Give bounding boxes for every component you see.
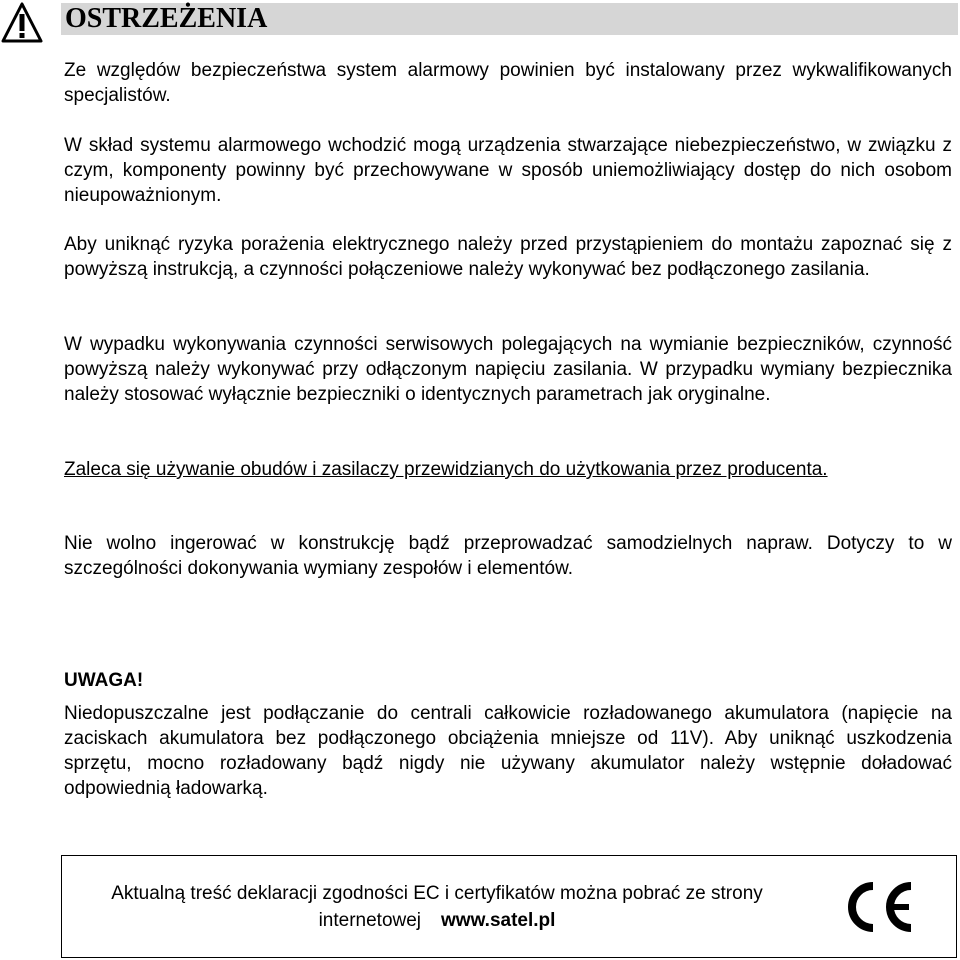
paragraph-5-underlined: Zaleca się używanie obudów i zasilaczy przewidzianych do użytkowania przez producenta. <box>64 459 828 480</box>
footer-url: www.satel.pl <box>441 910 556 931</box>
paragraph-4: W wypadku wykonywania czynności serwisowych polegających na wymianie bezpieczników, czynność powyższą należy wykonywać przy odłączonym napięciu zasilania. W przypadku wymiany bezpiecznika należy stosować wyłącznie bezpieczniki o identycznych parametrach jak oryginalne. <box>64 334 952 405</box>
warning-triangle-icon <box>0 0 44 44</box>
footer-text: Aktualną treść deklaracji zgodności EC i certyfikatów można pobrać ze strony internetowej <box>111 883 763 931</box>
paragraph-6: Nie wolno ingerować w konstrukcję bądź przeprowadzać samodzielnych napraw. Dotyczy to w szczególności dokonywania wymiany zespołów i elementów. <box>64 533 952 579</box>
footer-box <box>61 855 957 958</box>
page-title: OSTRZEŻENIA <box>65 3 268 34</box>
warning-title: UWAGA! <box>64 670 144 691</box>
footer-text-block <box>82 880 792 934</box>
ce-mark-icon <box>840 876 918 938</box>
paragraph-1: Ze względów bezpieczeństwa system alarmowy powinien być instalowany przez wykwalifikowanych specjalistów. <box>64 60 952 106</box>
paragraph-3: Aby uniknąć ryzyka porażenia elektrycznego należy przed przystąpieniem do montażu zapoznać się z powyższą instrukcją, a czynności połączeniowe należy wykonywać bez podłączonego zasilania. <box>64 234 952 280</box>
paragraph-2: W skład systemu alarmowego wchodzić mogą urządzenia stwarzające niebezpieczeństwo, w związku z czym, komponenty powinny być przechowywane w sposób uniemożliwiający dostęp do nich osobom nieupoważnionym. <box>64 135 952 206</box>
warning-text: Niedopuszczalne jest podłączanie do centrali całkowicie rozładowanego akumulatora (napięcie na zaciskach akumulatora bez podłączonego obciążenia mniejsze od 11V). Aby uniknąć uszkodzenia sprzętu, mocno rozładowany bądź nigdy nie używany akumulator należy wstępnie doładować odpowiednią ładowarką. <box>64 703 952 799</box>
